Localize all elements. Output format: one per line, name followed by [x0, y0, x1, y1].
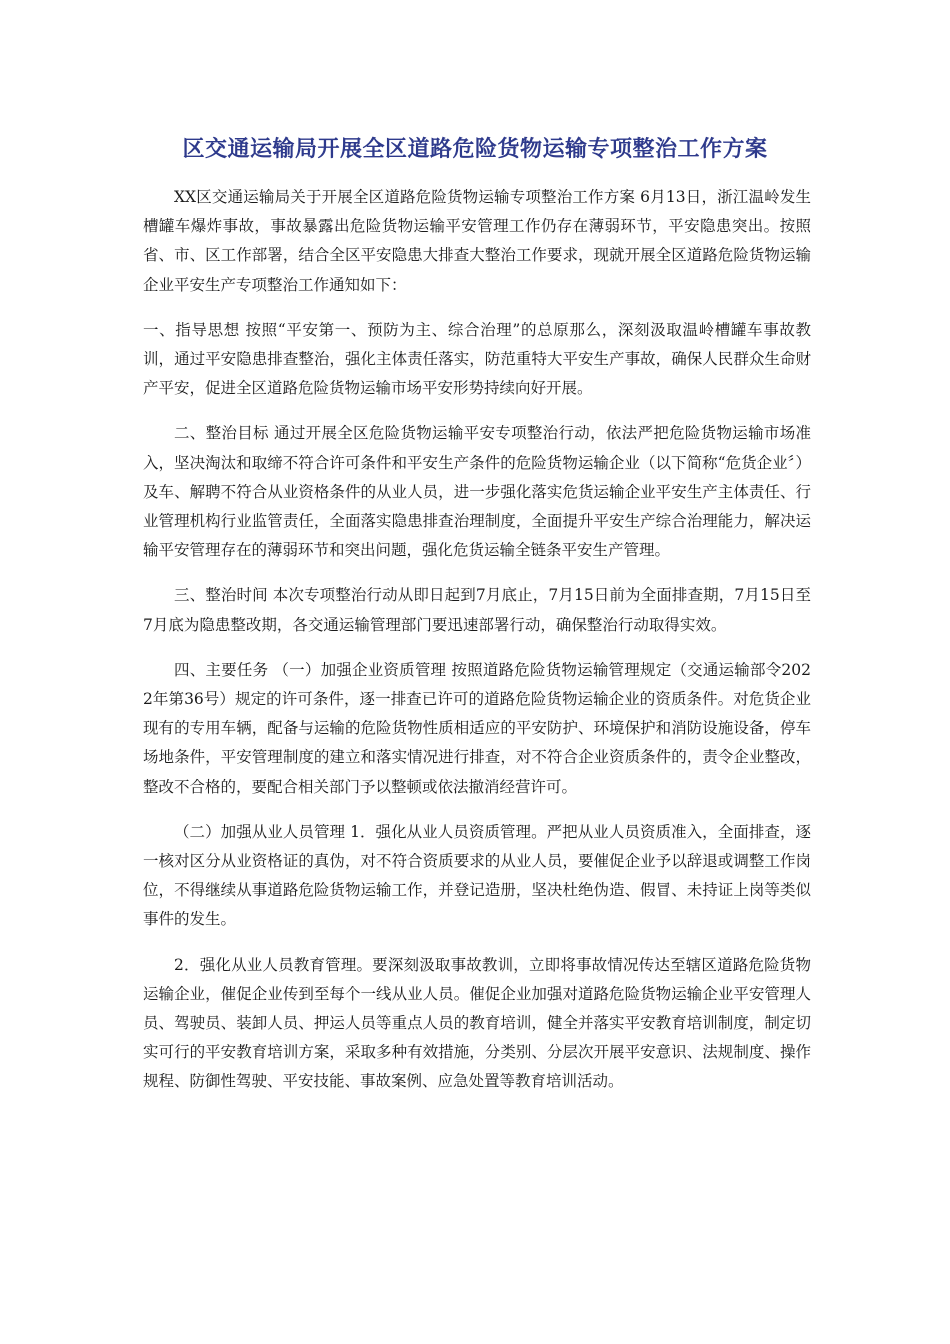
- document-title: 区交通运输局开展全区道路危险货物运输专项整治工作方案: [182, 137, 768, 162]
- paragraph-schedule: 三、整治时间 本次专项整治行动从即日起到7月底止，7月15日前为全面排查期，7月15日至7月底为隐患整改期，各交通运输管理部门要迅速部署行动，确保整治行动取得实效。: [143, 586, 811, 634]
- paragraph-main-tasks: 四、主要任务 （一）加强企业资质管理 按照道路危险货物运输管理规定（交通运输部令2022年第36号）规定的许可条件，逐一排查已许可的道路危险货物运输企业的资质条件。对危货企业现有的专用车辆，配备与运输的危险货物性质相适应的平安防护、环境保护和消防设施设备，停车场地条件，平安管理制度的建立和落实情况进行排查，对不符合企业资质条件的，责令企业整改，整改不合格的，要配合相关部门予以整顿或依法撤消经营许可。: [143, 660, 811, 796]
- paragraph-personnel-education: 2．强化从业人员教育管理。要深刻汲取事故教训，立即将事故情况传达至辖区道路危险货物运输企业，催促企业传到至每个一线从业人员。催促企业加强对道路危险货物运输企业平安管理人员、驾驶员、装卸人员、押运人员等重点人员的教育培训，健全并落实平安教育培训制度，制定切实可行的平安教育培训方案，采取多种有效措施，分类别、分层次开展平安意识、法规制度、操作规程、防御性驾驶、平安技能、事故案例、应急处置等教育培训活动。: [143, 955, 811, 1091]
- paragraph-personnel-management: （二）加强从业人员管理 1．强化从业人员资质管理。严把从业人员资质准入，全面排查，逐一核对区分从业资格证的真伪，对不符合资质要求的从业人员，要催促企业予以辞退或调整工作岗位，不得继续从事道路危险货物运输工作，并登记造册，坚决杜绝伪造、假冒、未持证上岗等类似事件的发生。: [143, 822, 811, 929]
- paragraph-intro: XX区交通运输局关于开展全区道路危险货物运输专项整治工作方案 6月13日，浙江温岭发生槽罐车爆炸事故，事故暴露出危险货物运输平安管理工作仍存在薄弱环节，平安隐患突出。按照省、市、区工作部署，结合全区平安隐患大排查大整治工作要求，现就开展全区道路危险货物运输企业平安生产专项整治工作通知如下：: [143, 188, 811, 294]
- paragraph-goals: 二、整治目标 通过开展全区危险货物运输平安专项整治行动，依法严把危险货物运输市场准入，坚决淘汰和取缔不符合许可条件和平安生产条件的危险货物运输企业（以下简称“危货企业〞）及车、解聘不符合从业资格条件的从业人员，进一步强化落实危货运输企业平安生产主体责任、行业管理机构行业监管责任，全面落实隐患排查治理制度，全面提升平安生产综合治理能力，解决运输平安管理存在的薄弱环节和突出问题，强化危货运输全链条平安生产管理。: [143, 424, 811, 560]
- paragraph-guiding-ideology: 一、指导思想 按照“平安第一、预防为主、综合治理”的总原那么，深刻汲取温岭槽罐车事故教训，通过平安隐患排查整治，强化主体责任落实，防范重特大平安生产事故，确保人民群众生命财产平安，促进全区道路危险货物运输市场平安形势持续向好开展。: [143, 320, 811, 398]
- document-body: [143, 183, 811, 1113]
